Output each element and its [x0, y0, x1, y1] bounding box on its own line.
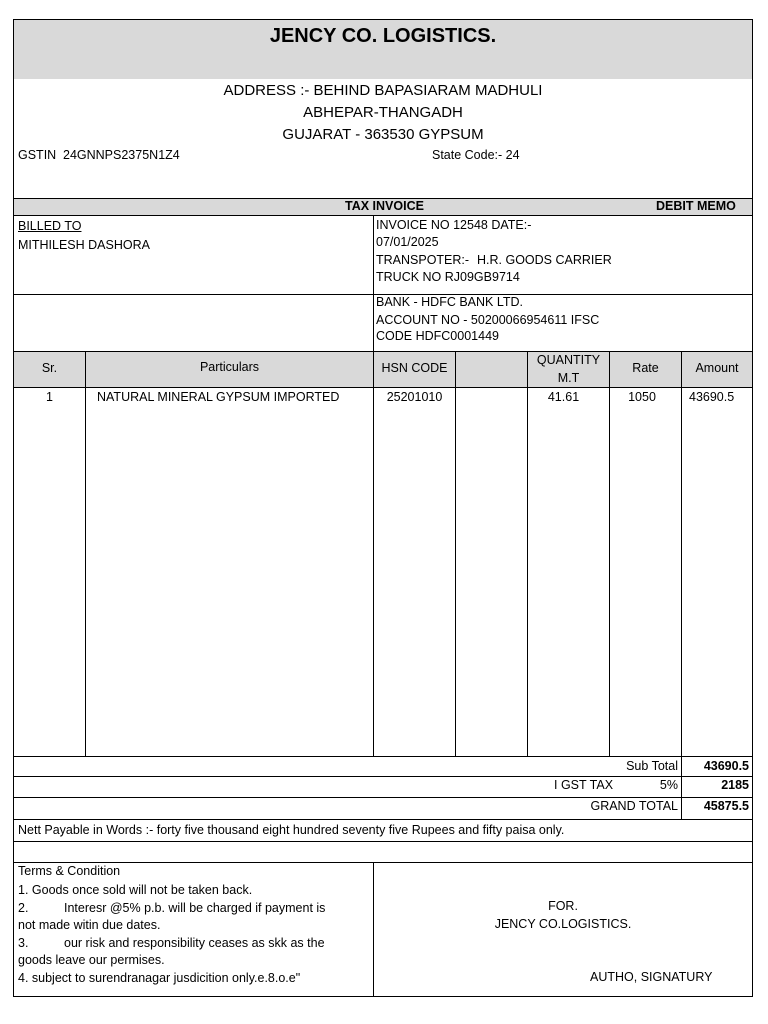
rule-below-doc-title — [13, 215, 753, 216]
billed-to-name: MITHILESH DASHORA — [18, 238, 150, 252]
item-particulars: NATURAL MINERAL GYPSUM IMPORTED — [97, 390, 340, 404]
term-1: 1. Goods once sold will not be taken back. — [18, 883, 253, 897]
signature-for-label: FOR. — [548, 899, 578, 913]
igst-label: I GST TAX — [554, 778, 614, 792]
item-amount: 43690.5 — [689, 390, 735, 404]
gstin-value: 24GNNPS2375N1Z4 — [63, 148, 180, 162]
item-rate: 1050 — [628, 390, 656, 404]
grand-total-value: 45875.5 — [703, 799, 749, 813]
billed-to-label: BILLED TO — [18, 219, 82, 233]
amount-in-words: Nett Payable in Words :- forty five thousand eight hundred seventy five Rupees and fifty paisa only. — [18, 823, 565, 837]
tax-invoice-title: TAX INVOICE — [345, 199, 424, 213]
authorized-signatory: AUTHO, SIGNATURY — [590, 970, 713, 984]
col-header-quantity: QUANTITY — [536, 353, 601, 367]
signature-company: JENCY CO.LOGISTICS. — [494, 917, 632, 931]
invoice-number: INVOICE NO 12548 DATE:- — [376, 218, 532, 232]
company-name: JENCY CO. LOGISTICS. — [269, 25, 497, 47]
grand-total-label: GRAND TOTAL — [590, 799, 678, 813]
term-3-continued: goods leave our permises. — [18, 953, 165, 967]
rule-below-words — [13, 841, 753, 842]
item-hsn: 25201010 — [386, 390, 443, 404]
subtotal-label: Sub Total — [626, 759, 678, 773]
subtotal-value: 43690.5 — [703, 759, 749, 773]
col-line-quantity — [609, 351, 610, 756]
col-header-sr: Sr. — [41, 361, 58, 375]
term-2-number: 2. — [18, 901, 29, 915]
invoice-date: 07/01/2025 — [376, 235, 439, 249]
term-4: 4. subject to surendranagar jusdicition only.e.8.o.e" — [18, 971, 301, 985]
transporter-label: TRANSPOTER:- — [376, 253, 470, 267]
col-line-hsn — [455, 351, 456, 756]
rule-below-col-headers — [13, 387, 753, 388]
terms-title: Terms & Condition — [18, 864, 121, 878]
col-line-particulars — [373, 351, 374, 756]
col-line-rate — [681, 351, 682, 819]
bank-account: ACCOUNT NO - 50200066954611 IFSC — [376, 313, 600, 327]
term-3-number: 3. — [18, 936, 29, 950]
rule-below-items — [13, 756, 753, 757]
term-2-continued: not made witin due dates. — [18, 918, 161, 932]
col-header-rate: Rate — [632, 361, 659, 375]
gstin-label: GSTIN — [18, 148, 57, 162]
rule-billed-divider — [373, 215, 374, 352]
address-line-1: ADDRESS :- BEHIND BAPASIARAM MADHULI — [223, 82, 543, 99]
transporter-name: H.R. GOODS CARRIER — [477, 253, 612, 267]
item-sr: 1 — [46, 390, 53, 404]
igst-rate: 5% — [659, 778, 678, 792]
debit-memo-label: DEBIT MEMO — [656, 199, 736, 213]
address-line-3: GUJARAT - 363530 GYPSUM — [282, 126, 484, 143]
item-quantity: 41.61 — [547, 390, 580, 404]
col-header-amount: Amount — [695, 361, 739, 375]
bank-name: BANK - HDFC BANK LTD. — [376, 295, 524, 309]
igst-value: 2185 — [721, 778, 749, 792]
col-line-blank — [527, 351, 528, 756]
address-line-2: ABHEPAR-THANGADH — [303, 104, 463, 121]
invoice-frame — [13, 19, 753, 997]
rule-above-terms — [13, 862, 753, 863]
col-header-hsn: HSN CODE — [381, 361, 448, 375]
state-code: State Code:- 24 — [432, 148, 520, 162]
rule-below-grand — [13, 819, 753, 820]
bank-ifsc: CODE HDFC0001449 — [376, 329, 499, 343]
term-2-text: Interesr @5% p.b. will be charged if payment is — [64, 901, 326, 915]
rule-below-bank — [13, 351, 753, 352]
col-header-particulars: Particulars — [199, 360, 260, 374]
term-3-text: our risk and responsibility ceases as skk as the — [64, 936, 325, 950]
truck-number: TRUCK NO RJ09GB9714 — [376, 270, 520, 284]
col-line-sr — [85, 351, 86, 756]
col-header-quantity-unit: M.T — [557, 371, 580, 385]
